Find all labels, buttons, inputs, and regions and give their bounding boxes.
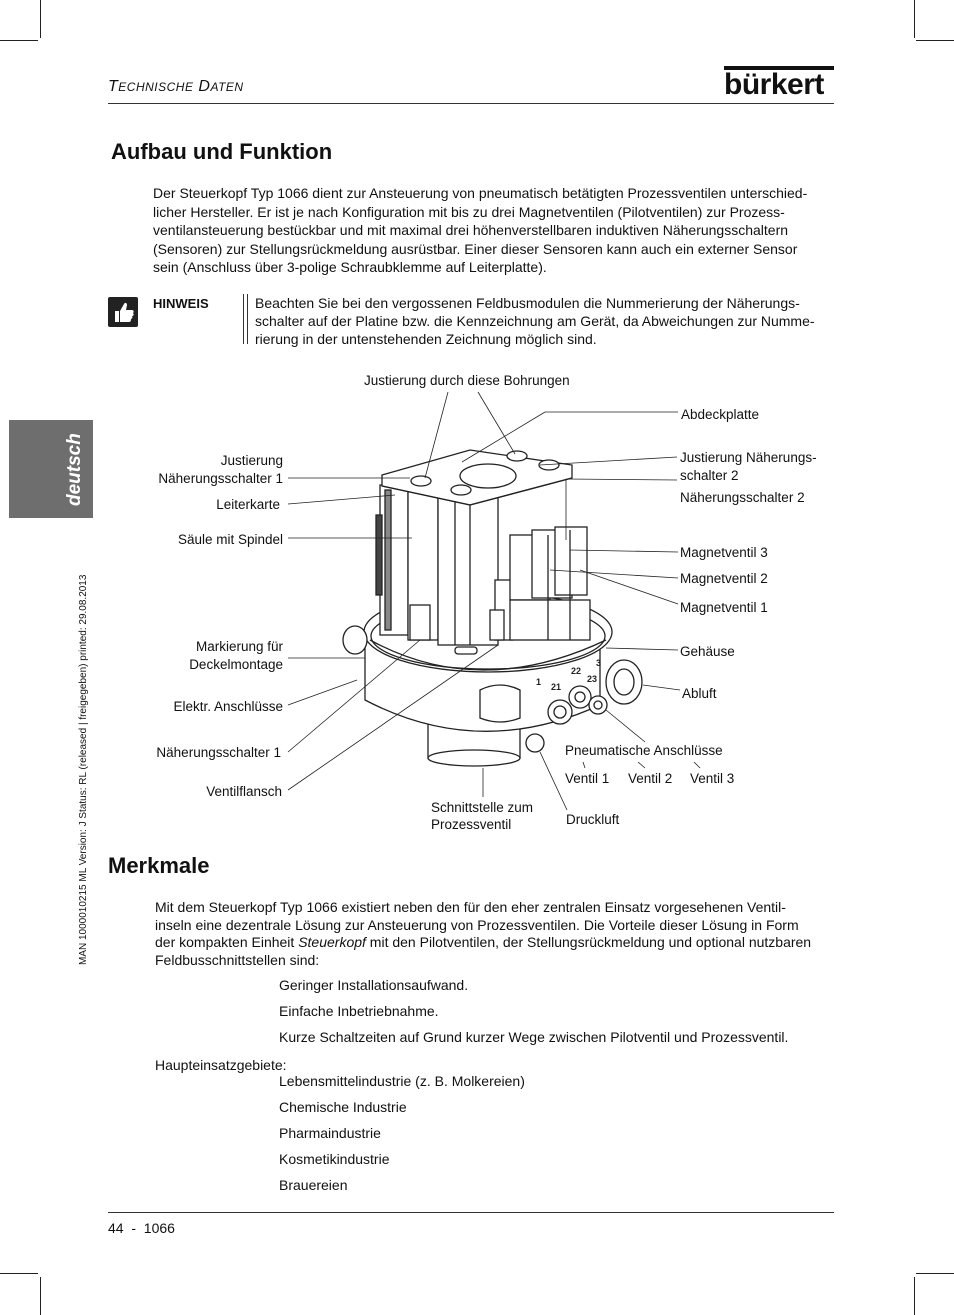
footer-rule <box>108 1212 834 1213</box>
label-leiterkarte: Leiterkarte <box>216 497 280 512</box>
paragraph-line: Feldbusschnittstellen sind: <box>155 951 320 968</box>
label-abdeckplatte: Abdeckplatte <box>681 407 760 422</box>
crop-mark <box>914 0 915 38</box>
label-pneumatische-anschluesse: Pneumatische Anschlüsse <box>565 743 723 758</box>
label-schalter-2: schalter 2 <box>680 468 739 483</box>
paragraph-line: Mit dem Steuerkopf Typ 1066 existiert neben den für den eher zentralen Einsatz vorgesehenen Ventil- <box>155 899 786 915</box>
section-title: Merkmale <box>108 853 210 878</box>
device-diagram <box>0 360 954 840</box>
intro-paragraph <box>153 184 807 277</box>
list-item: Lebensmittelindustrie (z. B. Molkereien) <box>279 1073 525 1089</box>
list-item: Geringer Installationsaufwand. <box>279 977 469 993</box>
section-header <box>108 78 244 96</box>
page-number: 44 - 1066 <box>108 1220 175 1236</box>
list-item: Einfache Inbetriebnahme. <box>279 1003 439 1019</box>
brand-logo <box>724 66 834 104</box>
label-schnittstelle: Schnittstelle zum <box>431 800 534 815</box>
areas-label: Haupteinsatzgebiete: <box>155 1057 287 1073</box>
label-naeherungsschalter-1: Näherungsschalter 1 <box>156 745 281 760</box>
label-druckluft: Druckluft <box>566 812 620 827</box>
label-markierung: Markierung für <box>195 639 283 654</box>
paragraph-text: mit den Pilotventilen, der Stellungsrückmeldung und optional nutzbaren <box>365 934 812 950</box>
port-mark-22: 22 <box>571 666 582 676</box>
label-justierung-bohrungen: Justierung durch diese Bohrungen <box>364 373 570 388</box>
language-tab-label: deutsch <box>64 433 85 506</box>
label-abluft: Abluft <box>682 686 717 701</box>
port-mark-1: 1 <box>536 677 542 687</box>
paragraph-line: licher Hersteller. Er ist je nach Konfiguration mit bis zu drei Magnetventilen (Pilotventilen) zur Prozess- <box>153 203 785 220</box>
header-initial: D <box>198 78 211 95</box>
note-label: HINWEIS <box>153 296 209 311</box>
emphasis-term: Steuerkopf <box>298 934 366 950</box>
header-word-rest: ECHNISCHE <box>118 80 194 94</box>
merkmale-paragraph <box>155 899 811 969</box>
port-mark-3: 3 <box>596 658 602 668</box>
port-mark-23: 23 <box>587 674 598 684</box>
crop-mark <box>40 1277 41 1315</box>
paragraph-line: ventilansteuerung bestückbar und mit maximal drei höhenverstellbaren induktiven Näherungsschaltern <box>153 222 789 238</box>
paragraph-line: sein (Anschluss über 3-polige Schraubklemme auf Leiterplatte). <box>153 259 547 275</box>
list-item: Pharmaindustrie <box>279 1125 381 1141</box>
label-ventilflansch: Ventilflansch <box>206 784 282 799</box>
label-saeule-mit-spindel: Säule mit Spindel <box>177 532 283 547</box>
crop-mark <box>0 40 38 41</box>
header-rule <box>108 103 834 104</box>
crop-mark <box>916 40 954 41</box>
label-deckelmontage: Deckelmontage <box>189 657 283 672</box>
note-line: rierung in der untenstehenden Zeichnung möglich sind. <box>255 331 597 347</box>
paragraph-line: Der Steuerkopf Typ 1066 dient zur Ansteuerung von pneumatisch betätigten Prozessventilen unterschied- <box>153 185 808 201</box>
thumb-up-icon <box>108 297 138 327</box>
label-ventil-3: Ventil 3 <box>690 771 735 786</box>
header-word-rest: ATEN <box>210 80 244 94</box>
list-item: Brauereien <box>279 1177 348 1193</box>
crop-mark <box>914 1277 915 1315</box>
paragraph-line: inseln eine dezentrale Lösung zur Ansteuerung von Prozessventilen. Die Vorteile dieser Lösung in Form <box>155 916 799 933</box>
list-item: Chemische Industrie <box>279 1099 407 1115</box>
paragraph-text: der kompakten Einheit <box>155 934 299 950</box>
document-meta: MAN 1000010215 ML Version: J Status: RL (released | freigegeben) printed: 29.08.2013 <box>78 574 89 965</box>
label-magnetventil-2: Magnetventil 2 <box>680 571 768 586</box>
note-divider <box>247 294 248 344</box>
brand-logo-text: bürkert <box>724 68 824 101</box>
note-line: schalter auf der Platine bzw. die Kennzeichnung am Gerät, da Abweichungen zur Numme- <box>255 313 815 329</box>
note-text <box>255 294 815 348</box>
note-line: Beachten Sie bei den vergossenen Feldbusmodulen die Nummerierung der Näherungs- <box>255 295 800 311</box>
label-gehaeuse: Gehäuse <box>680 644 735 659</box>
list-item: Kurze Schaltzeiten auf Grund kurzer Wege zwischen Pilotventil und Prozessventil. <box>279 1029 789 1045</box>
section-title: Aufbau und Funktion <box>111 139 333 164</box>
label-ventil-2: Ventil 2 <box>628 771 673 786</box>
label-naeherungsschalter-2: Näherungsschalter 2 <box>680 490 805 505</box>
header-initial: T <box>108 78 119 95</box>
paragraph-line <box>155 934 811 952</box>
port-mark-21: 21 <box>551 682 562 692</box>
list-item: Kosmetikindustrie <box>279 1151 390 1167</box>
label-justierung: Justierung <box>220 453 283 468</box>
crop-mark <box>916 1273 954 1274</box>
label-ventil-1: Ventil 1 <box>565 771 610 786</box>
crop-mark <box>0 1273 38 1274</box>
crop-mark <box>40 0 41 38</box>
label-magnetventil-1: Magnetventil 1 <box>680 600 768 615</box>
label-magnetventil-3: Magnetventil 3 <box>680 545 768 560</box>
label-prozessventil: Prozessventil <box>431 817 512 832</box>
label-justierung-naeherung: Justierung Näherungs- <box>680 450 817 465</box>
label-naeherungsschalter-1-top: Näherungsschalter 1 <box>158 471 283 486</box>
note-divider <box>243 294 244 344</box>
label-elektr-anschluesse: Elektr. Anschlüsse <box>173 699 283 714</box>
paragraph-line: (Sensoren) zur Stellungsrückmeldung ausrüstbar. Einer dieser Sensoren kann auch ein externer Sensor <box>153 240 798 257</box>
